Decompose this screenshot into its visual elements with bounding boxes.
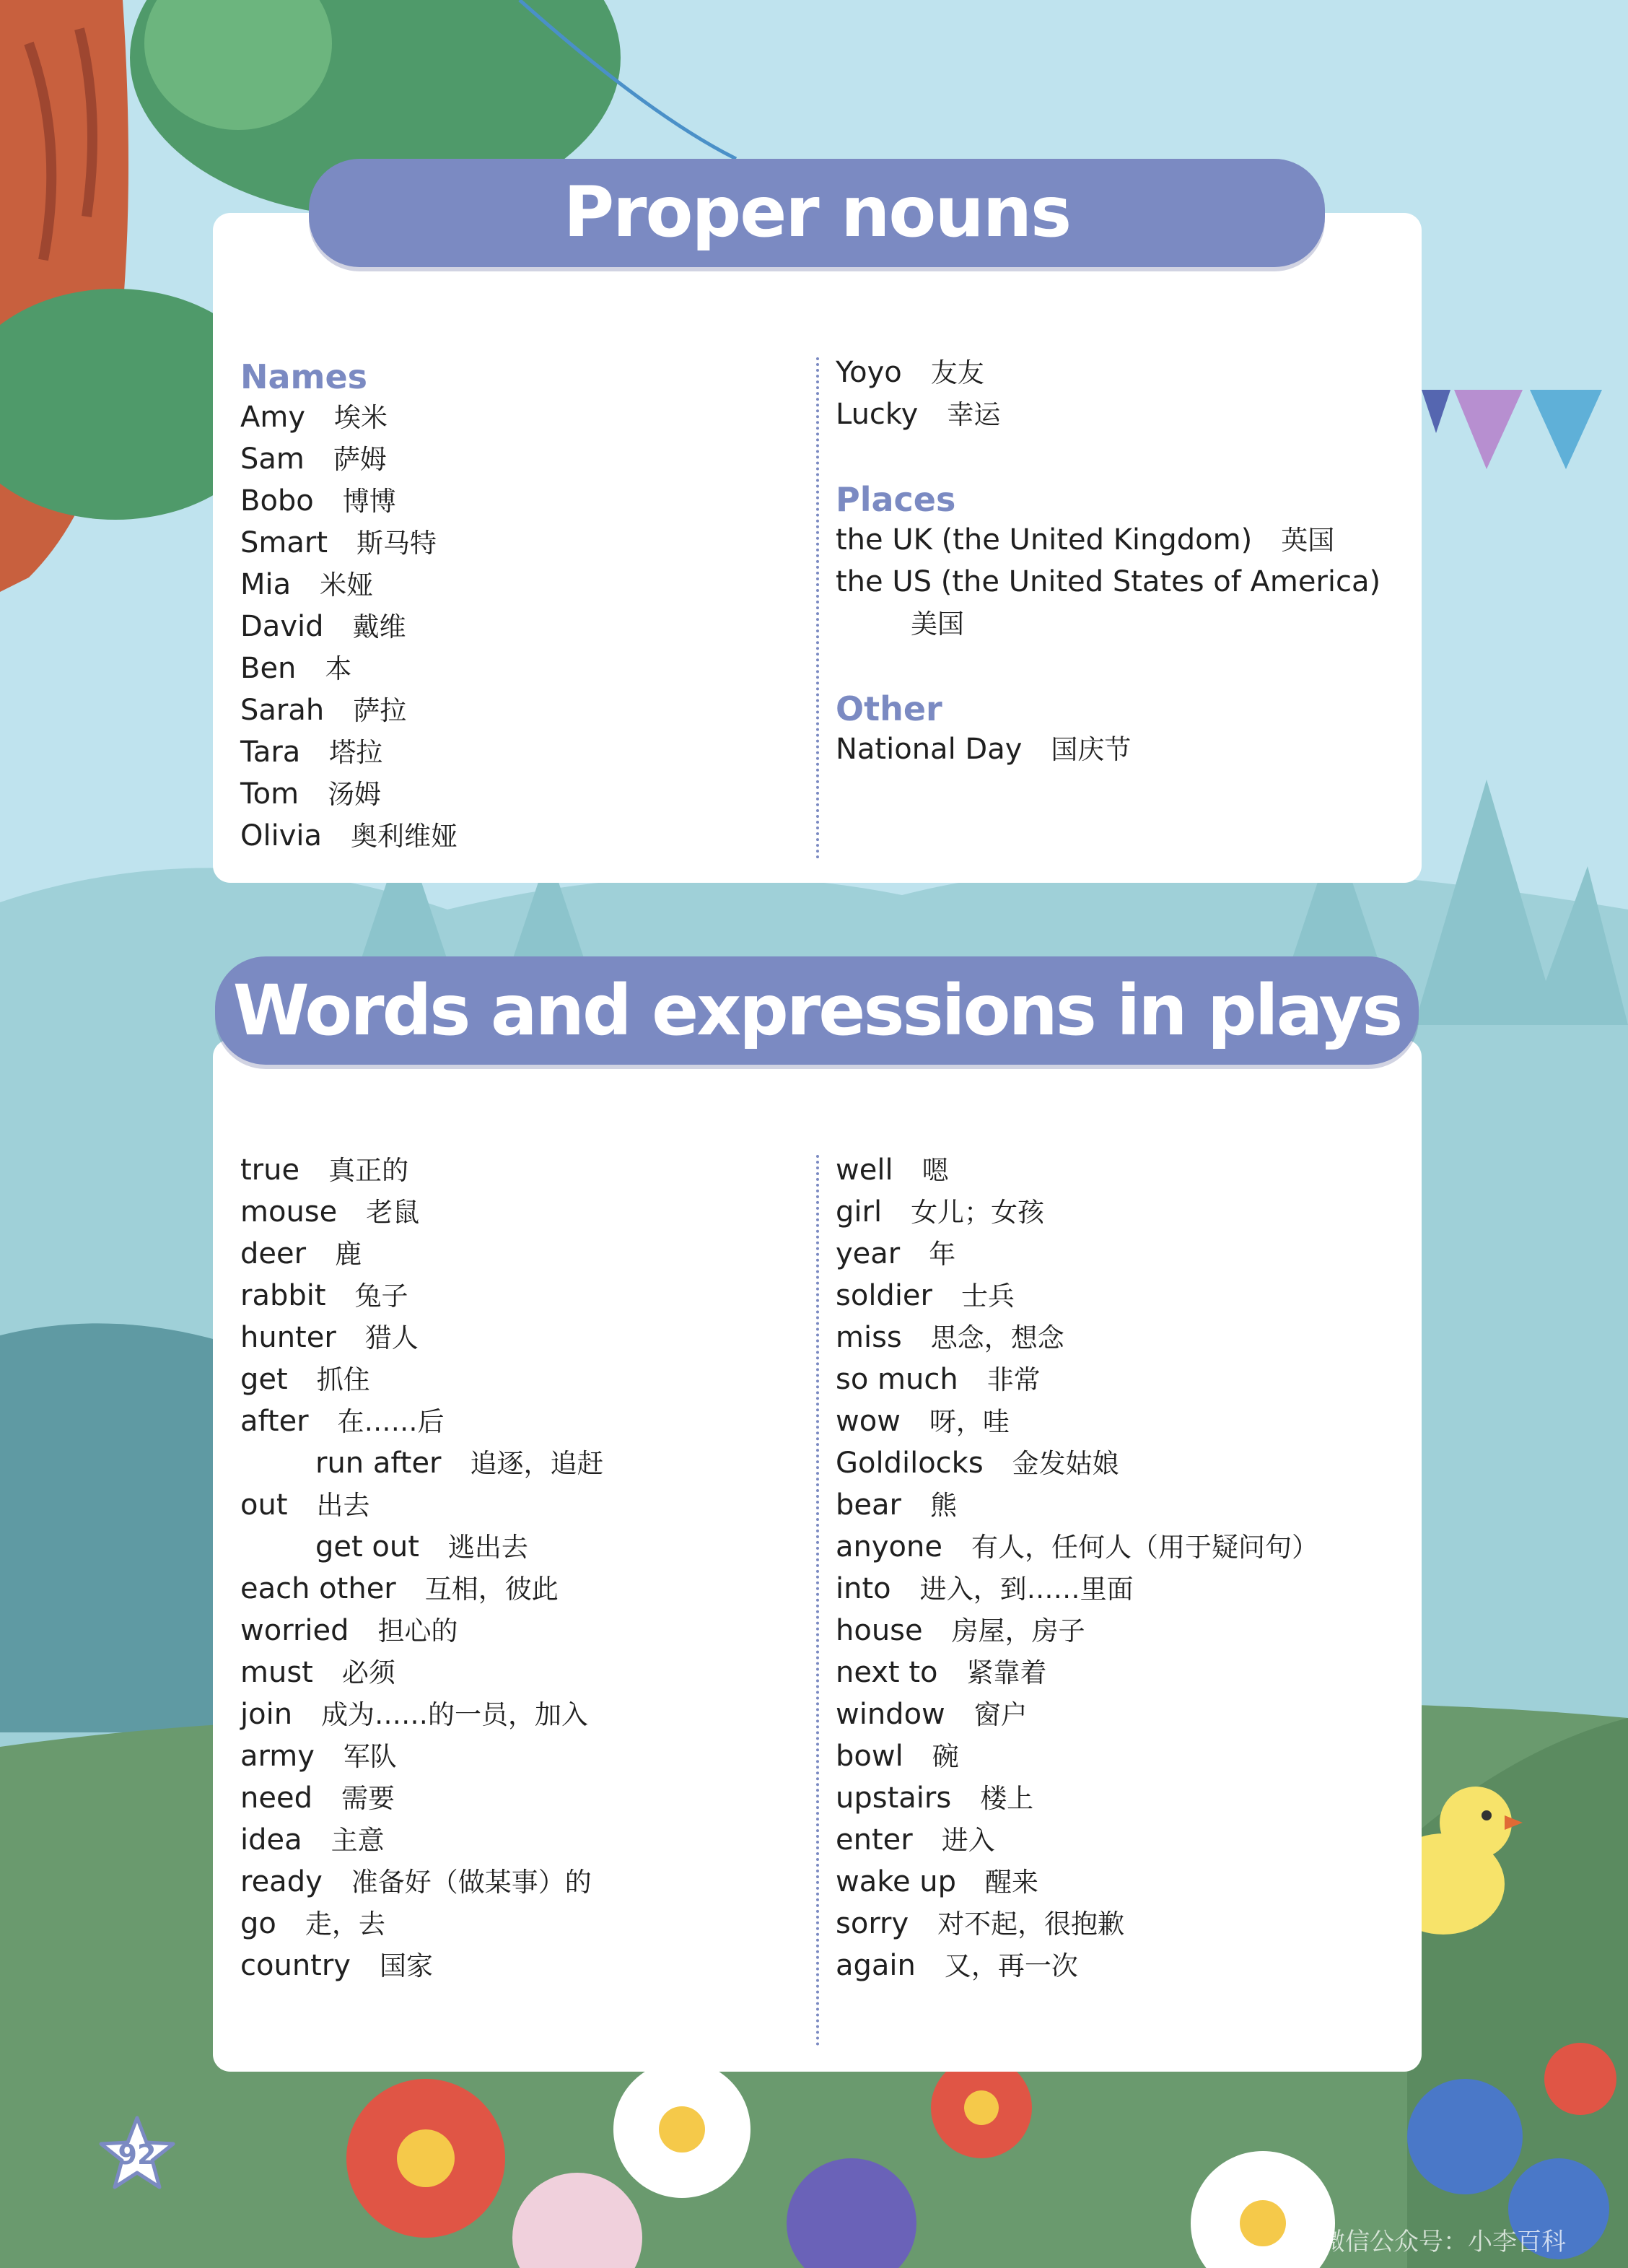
- word-zh: 老鼠: [366, 1197, 420, 1228]
- word-zh: 熊: [929, 1490, 957, 1521]
- word-zh: 碗: [932, 1741, 959, 1772]
- list-item: [836, 1275, 1318, 1317]
- plays-words-title: Words and expressions in plays: [215, 956, 1419, 1065]
- list-item: [240, 564, 458, 606]
- word-en: go: [240, 1907, 276, 1940]
- word-en: worried: [240, 1614, 349, 1647]
- word-en: well: [836, 1153, 893, 1187]
- list-item: [240, 1358, 604, 1400]
- list-item: [240, 1275, 604, 1317]
- word-en: mouse: [240, 1195, 338, 1229]
- word-zh: 走，去: [305, 1909, 385, 1940]
- list-item: [240, 1484, 604, 1526]
- word-zh: 真正的: [328, 1155, 409, 1186]
- list-item: [240, 689, 458, 731]
- word-zh: 斯马特: [356, 528, 437, 559]
- word-en: get: [240, 1363, 288, 1396]
- list-item: [240, 647, 458, 689]
- word-zh: 需要: [341, 1783, 395, 1814]
- word-zh: 英国: [1281, 525, 1335, 556]
- word-en: Lucky: [836, 398, 919, 431]
- spacer: [836, 645, 1380, 686]
- list-item: [836, 1777, 1318, 1819]
- list-item: [836, 1945, 1318, 1986]
- word-zh: 美国: [911, 609, 964, 640]
- list-item: [836, 728, 1380, 770]
- word-en: Goldilocks: [836, 1447, 984, 1480]
- list-item: [240, 480, 458, 522]
- list-item: [240, 606, 458, 647]
- word-zh: 呀，哇: [929, 1406, 1010, 1437]
- list-item: [836, 1693, 1318, 1735]
- word-zh: 戴维: [352, 611, 406, 642]
- word-en: next to: [836, 1656, 938, 1689]
- list-item: [836, 1358, 1318, 1400]
- word-zh: 又，再一次: [944, 1950, 1078, 1981]
- word-en: Yoyo: [836, 356, 902, 389]
- word-zh: 萨拉: [353, 695, 407, 726]
- spacer: [836, 435, 1380, 477]
- list-item: [836, 1819, 1318, 1861]
- word-en: soldier: [836, 1279, 932, 1312]
- column-divider: [816, 1155, 819, 2046]
- plays-left-column: [240, 1149, 604, 1986]
- word-zh: 塔拉: [329, 737, 383, 768]
- list-item: [836, 1233, 1318, 1275]
- word-zh: 鹿: [335, 1239, 362, 1270]
- word-zh: 追逐，追赶: [470, 1448, 604, 1479]
- list-item: [836, 1526, 1318, 1568]
- list-item: [240, 815, 458, 857]
- places-column: [836, 352, 1380, 770]
- names-heading: Names: [240, 357, 368, 396]
- word-en: miss: [836, 1321, 902, 1354]
- list-item: [836, 561, 1380, 603]
- word-zh: 担心的: [377, 1615, 458, 1647]
- list-item: [240, 1400, 604, 1442]
- word-zh: 奥利维娅: [351, 821, 458, 852]
- word-en: upstairs: [836, 1781, 952, 1815]
- word-en: again: [836, 1949, 916, 1982]
- list-item: [836, 1484, 1318, 1526]
- word-zh: 紧靠着: [966, 1657, 1047, 1688]
- word-zh: 年: [929, 1239, 956, 1270]
- other-heading: Other: [836, 689, 942, 728]
- word-zh: 楼上: [980, 1783, 1034, 1814]
- word-en: Tom: [240, 777, 299, 811]
- word-en: join: [240, 1698, 293, 1731]
- word-en: run after: [315, 1447, 442, 1480]
- list-item: [836, 1652, 1318, 1693]
- word-en: wake up: [836, 1865, 957, 1898]
- word-en: bear: [836, 1488, 901, 1522]
- list-item: [240, 1191, 604, 1233]
- list-item: [836, 1903, 1318, 1945]
- word-zh: 幸运: [947, 399, 1001, 430]
- word-en: year: [836, 1237, 901, 1270]
- word-en: bowl: [836, 1740, 903, 1773]
- word-en: David: [240, 610, 324, 643]
- word-en: must: [240, 1656, 313, 1689]
- word-en: out: [240, 1488, 288, 1522]
- word-zh: 非常: [986, 1364, 1041, 1395]
- word-en: get out: [315, 1530, 419, 1563]
- list-item: [836, 393, 1380, 435]
- word-zh: 有人，任何人（用于疑问句）: [971, 1532, 1318, 1563]
- word-en: hunter: [240, 1321, 336, 1354]
- word-zh: 窗户: [973, 1699, 1028, 1730]
- list-item: [836, 1400, 1318, 1442]
- word-en: enter: [836, 1823, 913, 1857]
- word-en: the UK (the United Kingdom): [836, 523, 1253, 557]
- list-item: [836, 1442, 1318, 1484]
- word-zh: 必须: [341, 1657, 395, 1688]
- word-zh: 猎人: [364, 1322, 419, 1353]
- word-en: after: [240, 1405, 309, 1438]
- word-en: Olivia: [240, 819, 323, 852]
- word-zh: 进入: [941, 1825, 995, 1856]
- word-zh: 在……后: [337, 1406, 445, 1437]
- word-en: country: [240, 1949, 351, 1982]
- list-item: [836, 1149, 1318, 1191]
- list-item-continued: [836, 603, 1380, 645]
- word-zh: 女儿；女孩: [911, 1197, 1045, 1228]
- column-divider: [816, 357, 819, 859]
- word-zh: 房屋，房子: [951, 1615, 1085, 1647]
- word-zh: 博博: [342, 486, 396, 517]
- list-item: [836, 519, 1380, 561]
- word-en: each other: [240, 1572, 396, 1605]
- word-zh: 汤姆: [328, 779, 382, 810]
- list-item: [240, 1149, 604, 1191]
- word-en: window: [836, 1698, 945, 1731]
- list-item: [240, 1233, 604, 1275]
- list-item: [240, 1568, 604, 1610]
- plays-right-column: [836, 1149, 1318, 1986]
- word-en: Sarah: [240, 694, 325, 727]
- word-en: true: [240, 1153, 300, 1187]
- list-item: [240, 522, 458, 564]
- word-en: anyone: [836, 1530, 942, 1563]
- places-heading: Places: [836, 480, 956, 519]
- word-en: so much: [836, 1363, 958, 1396]
- word-en: Mia: [240, 568, 292, 601]
- word-zh: 萨姆: [333, 444, 387, 475]
- list-item: [240, 396, 458, 438]
- list-item-sub: [240, 1442, 604, 1484]
- names-column: [240, 354, 458, 857]
- list-item: [240, 1903, 604, 1945]
- list-item: [836, 1568, 1318, 1610]
- list-item: [240, 1819, 604, 1861]
- word-en: National Day: [836, 733, 1023, 766]
- list-item: [240, 1693, 604, 1735]
- word-en: deer: [240, 1237, 307, 1270]
- list-item: [240, 1735, 604, 1777]
- word-zh: 米娅: [320, 570, 374, 601]
- word-zh: 进入，到……里面: [919, 1574, 1134, 1605]
- word-en: Smart: [240, 526, 328, 559]
- watermark: 微信公众号：小李百科: [1321, 2228, 1566, 2256]
- list-item: [240, 1777, 604, 1819]
- word-en: Tara: [240, 736, 301, 769]
- word-en: army: [240, 1740, 315, 1773]
- list-item: [836, 1610, 1318, 1652]
- list-item: [240, 1610, 604, 1652]
- word-zh: 对不起，很抱歉: [937, 1909, 1125, 1940]
- word-zh: 军队: [343, 1741, 397, 1772]
- word-zh: 主意: [331, 1825, 385, 1856]
- word-zh: 准备好（做某事）的: [351, 1867, 592, 1898]
- word-zh: 抓住: [316, 1364, 370, 1395]
- list-item: [836, 352, 1380, 393]
- list-item-sub: [240, 1526, 604, 1568]
- list-item: [240, 1317, 604, 1358]
- proper-nouns-title: Proper nouns: [309, 159, 1325, 267]
- page-number: 92: [118, 2139, 157, 2171]
- word-en: into: [836, 1572, 891, 1605]
- word-zh: 嗯: [922, 1155, 949, 1186]
- list-item: [240, 438, 458, 480]
- word-en: ready: [240, 1865, 323, 1898]
- list-item: [836, 1861, 1318, 1903]
- word-en: sorry: [836, 1907, 909, 1940]
- word-zh: 国家: [379, 1950, 433, 1981]
- word-zh: 成为……的一员，加入: [321, 1699, 589, 1730]
- word-en: house: [836, 1614, 923, 1647]
- word-zh: 本: [325, 653, 352, 684]
- list-item: [836, 1735, 1318, 1777]
- list-item: [240, 731, 458, 773]
- word-zh: 金发姑娘: [1012, 1448, 1119, 1479]
- word-zh: 埃米: [334, 402, 388, 433]
- word-zh: 国庆节: [1051, 734, 1132, 765]
- word-en: need: [240, 1781, 312, 1815]
- word-zh: 士兵: [960, 1281, 1015, 1312]
- word-en: the US (the United States of America): [836, 565, 1381, 598]
- list-item: [240, 1945, 604, 1986]
- word-zh: 思念，想念: [930, 1322, 1064, 1353]
- list-item: [240, 773, 458, 815]
- word-en: Amy: [240, 401, 305, 434]
- word-zh: 互相，彼此: [424, 1574, 559, 1605]
- word-en: Bobo: [240, 484, 314, 518]
- word-en: Sam: [240, 442, 305, 476]
- word-zh: 友友: [930, 357, 984, 388]
- word-en: girl: [836, 1195, 883, 1229]
- word-zh: 逃出去: [447, 1532, 528, 1563]
- list-item: [240, 1652, 604, 1693]
- list-item: [240, 1861, 604, 1903]
- word-en: wow: [836, 1405, 901, 1438]
- word-zh: 醒来: [985, 1867, 1039, 1898]
- list-item: [836, 1317, 1318, 1358]
- word-en: rabbit: [240, 1279, 326, 1312]
- word-zh: 出去: [316, 1490, 370, 1521]
- word-en: Ben: [240, 652, 297, 685]
- word-en: idea: [240, 1823, 302, 1857]
- list-item: [836, 1191, 1318, 1233]
- word-zh: 兔子: [354, 1281, 408, 1312]
